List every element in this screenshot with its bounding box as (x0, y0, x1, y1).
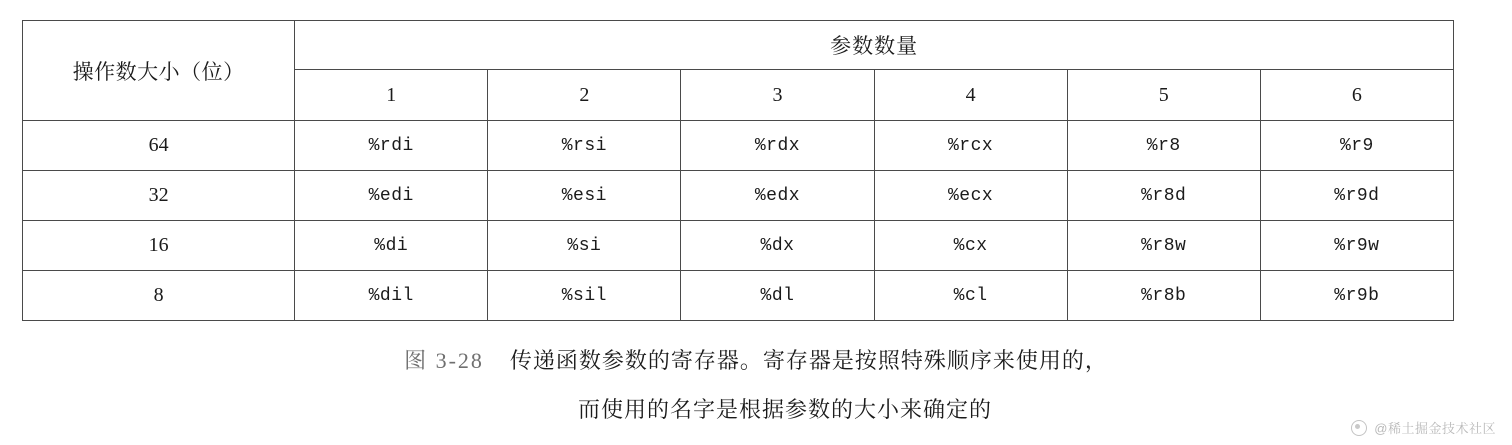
caption-line-1 (0, 344, 1512, 375)
caption-line-2: 而使用的名字是根据参数的大小来确定的 (577, 397, 992, 422)
table-row (23, 171, 1454, 221)
register-table (22, 20, 1454, 321)
cell-operand-size: 64 (23, 121, 295, 171)
register-table-container (22, 20, 1454, 321)
column-header-arg-4: 4 (874, 70, 1067, 121)
table-header-row-group (23, 21, 1454, 70)
caption-text-1: 传递函数参数的寄存器。寄存器是按照特殊顺序来使用的， (509, 348, 1108, 373)
column-header-arg-2: 2 (488, 70, 681, 121)
cell-register: %edx (681, 171, 874, 221)
cell-register: %r9d (1260, 171, 1453, 221)
cell-register: %sil (488, 271, 681, 321)
column-header-argument-count: 参数数量 (295, 21, 1454, 70)
column-header-arg-3: 3 (681, 70, 874, 121)
table-row (23, 221, 1454, 271)
cell-register: %esi (488, 171, 681, 221)
cell-register: %rsi (488, 121, 681, 171)
column-header-arg-1: 1 (295, 70, 488, 121)
cell-register: %cx (874, 221, 1067, 271)
cell-register: %r8d (1067, 171, 1260, 221)
juejin-logo-icon (1351, 420, 1367, 436)
cell-register: %r9 (1260, 121, 1453, 171)
cell-operand-size: 8 (23, 271, 295, 321)
cell-operand-size: 32 (23, 171, 295, 221)
cell-register: %dl (681, 271, 874, 321)
watermark-text: @稀土掘金技术社区 (1374, 421, 1496, 436)
table-header (23, 21, 1454, 121)
cell-register: %dil (295, 271, 488, 321)
cell-register: %r8b (1067, 271, 1260, 321)
column-header-operand-size: 操作数大小（位） (23, 21, 295, 121)
table-body (23, 121, 1454, 321)
cell-register: %r8 (1067, 121, 1260, 171)
cell-register: %rdx (681, 121, 874, 171)
cell-register: %ecx (874, 171, 1067, 221)
cell-register: %r9b (1260, 271, 1453, 321)
table-row (23, 271, 1454, 321)
cell-register: %edi (295, 171, 488, 221)
column-header-arg-5: 5 (1067, 70, 1260, 121)
cell-register: %r9w (1260, 221, 1453, 271)
cell-register: %si (488, 221, 681, 271)
cell-register: %rdi (295, 121, 488, 171)
cell-register: %dx (681, 221, 874, 271)
cell-register: %di (295, 221, 488, 271)
table-row (23, 121, 1454, 171)
column-header-arg-6: 6 (1260, 70, 1453, 121)
cell-operand-size: 16 (23, 221, 295, 271)
figure-caption (0, 344, 1512, 424)
cell-register: %r8w (1067, 221, 1260, 271)
cell-register: %cl (874, 271, 1067, 321)
watermark (1351, 418, 1496, 437)
figure-number-label: 图 3-28 (404, 348, 484, 373)
cell-register: %rcx (874, 121, 1067, 171)
